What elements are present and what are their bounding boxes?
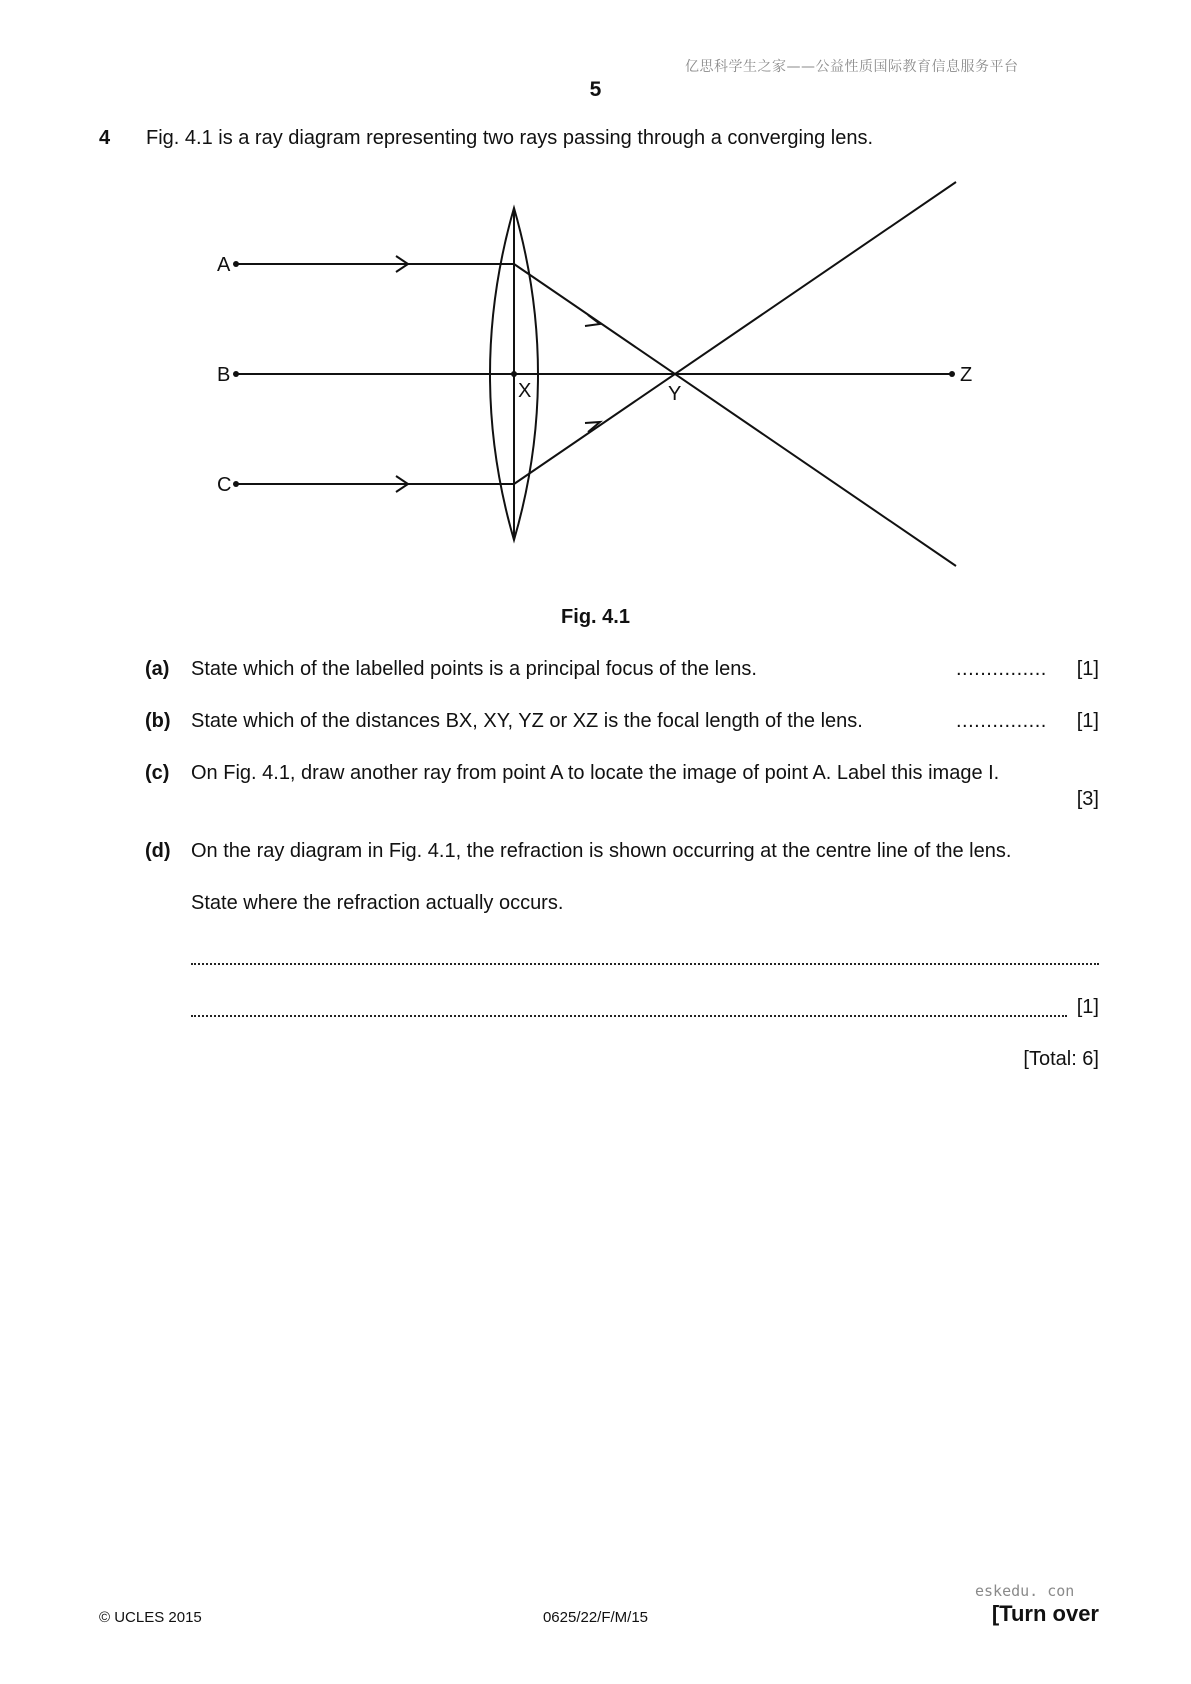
part-a-answer-dots[interactable]: ............... bbox=[956, 658, 1047, 680]
part-c-marks: [3] bbox=[1076, 788, 1099, 810]
part-b-label: (b) bbox=[145, 710, 171, 732]
part-a-marks: [1] bbox=[1076, 658, 1099, 680]
ray-a-refracted bbox=[514, 264, 956, 566]
label-b: B bbox=[217, 364, 231, 386]
part-d-marks: [1] bbox=[1076, 996, 1099, 1018]
page-number: 5 bbox=[589, 78, 602, 101]
ray-c-refracted bbox=[514, 182, 956, 484]
part-c-text: On Fig. 4.1, draw another ray from point A to locate the image of point A. Label this image I. bbox=[191, 762, 1000, 784]
label-z: Z bbox=[960, 364, 973, 386]
question-number: 4 bbox=[99, 127, 111, 149]
label-y: Y bbox=[668, 383, 682, 405]
point-z-dot bbox=[949, 371, 955, 377]
part-d-text: On the ray diagram in Fig. 4.1, the refraction is shown occurring at the centre line of the lens. bbox=[191, 840, 1012, 862]
point-c-dot bbox=[233, 481, 239, 487]
point-b-dot bbox=[233, 371, 239, 377]
part-a-text: State which of the labelled points is a principal focus of the lens. bbox=[191, 658, 757, 680]
paper-code: 0625/22/F/M/15 bbox=[542, 1609, 649, 1626]
total-marks: [Total: 6] bbox=[1023, 1048, 1099, 1070]
figure-caption: Fig. 4.1 bbox=[561, 606, 630, 628]
part-b-marks: [1] bbox=[1076, 710, 1099, 732]
point-x-dot bbox=[511, 371, 517, 377]
copyright: © UCLES 2015 bbox=[99, 1609, 202, 1626]
part-c-label: (c) bbox=[145, 762, 170, 784]
part-d-subtext: State where the refraction actually occurs. bbox=[191, 892, 564, 914]
label-x: X bbox=[518, 380, 532, 402]
point-a-dot bbox=[233, 261, 239, 267]
part-d-label: (d) bbox=[145, 840, 171, 862]
label-a: A bbox=[217, 254, 231, 276]
turn-over: [Turn over bbox=[991, 1601, 1099, 1626]
part-b-answer-dots[interactable]: ............... bbox=[956, 710, 1047, 732]
part-b-text: State which of the distances BX, XY, YZ or XZ is the focal length of the lens. bbox=[191, 710, 863, 732]
part-d-answer-line-2[interactable] bbox=[191, 1015, 1067, 1017]
footer-watermark: eskedu. con bbox=[975, 1582, 1075, 1600]
question-intro: Fig. 4.1 is a ray diagram representing two rays passing through a converging lens. bbox=[146, 127, 874, 149]
header-watermark: 亿思科学生之家——公益性质国际教育信息服务平台 bbox=[685, 59, 1019, 75]
ray-diagram bbox=[200, 170, 1000, 590]
label-c: C bbox=[217, 474, 232, 496]
part-d-answer-line-1[interactable] bbox=[191, 963, 1099, 965]
part-a-label: (a) bbox=[145, 658, 170, 680]
